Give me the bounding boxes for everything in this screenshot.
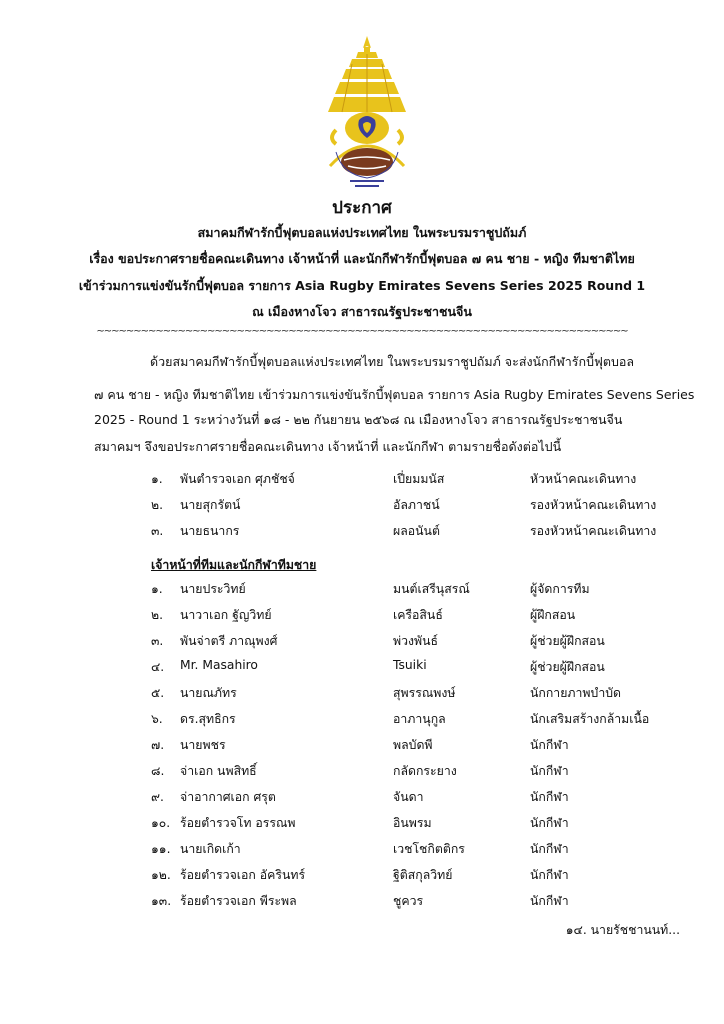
- team-row: [0, 580, 724, 600]
- person-name: พันตำรวจเอก ศุภชัชจ์: [180, 472, 295, 486]
- person-role: นักกีฬา: [530, 816, 569, 830]
- person-name: นายพชร: [180, 738, 226, 752]
- team-row: [0, 684, 724, 704]
- person-role: ผู้ฝึกสอน: [530, 608, 576, 622]
- person-name: นายสุกรัตน์: [180, 498, 241, 512]
- person-name: นายเกิดเก้า: [180, 842, 241, 856]
- person-surname: สุพรรณพงษ์: [393, 686, 456, 700]
- men-team-heading: เจ้าหน้าที่ทีมและนักกีฬาทีมชาย: [151, 558, 317, 572]
- person-surname: เวชโชกิตติกร: [393, 842, 465, 856]
- person-surname: ชูควร: [393, 894, 424, 908]
- person-name: Mr. Masahiro: [180, 658, 258, 672]
- row-number: ๙.: [151, 790, 164, 804]
- person-role: ผู้ช่วยผู้ฝึกสอน: [530, 660, 605, 674]
- person-role: รองหัวหน้าคณะเดินทาง: [530, 498, 657, 512]
- person-role: นักกีฬา: [530, 790, 569, 804]
- team-row: [0, 814, 724, 834]
- person-surname: เปี่ยมมนัส: [393, 472, 445, 486]
- row-number: ๒.: [151, 498, 164, 512]
- person-surname: อินพรม: [393, 816, 432, 830]
- person-name: ดร.สุทธิกร: [180, 712, 236, 726]
- person-surname: อาภานุกูล: [393, 712, 446, 726]
- person-surname: พลบัดพี: [393, 738, 433, 752]
- row-number: ๔.: [151, 660, 165, 674]
- team-row: [0, 658, 724, 678]
- person-name: พันจ่าตรี ภาณุพงศ์: [180, 634, 278, 648]
- page-title: ประกาศ: [332, 198, 392, 218]
- body-paragraph-line: 2025 - Round 1 ระหว่างวันที่ ๑๘ - ๒๒ กันยายน ๒๕๖๘ ณ เมืองหางโจว สาธารณรัฐประชาชนจีน: [94, 412, 623, 427]
- person-role: นักกีฬา: [530, 842, 569, 856]
- divider-line: ~~~~~~~~~~~~~~~~~~~~~~~~~~~~~~~~~~~~~~~~~~~~~~~~~~~~~~~~~~~~~~~~~~~~~~~~: [96, 326, 628, 337]
- team-row: [0, 866, 724, 886]
- person-surname: กลัดกระยาง: [393, 764, 457, 778]
- row-number: ๗.: [151, 738, 165, 752]
- person-name: นายประวิทย์: [180, 582, 246, 596]
- person-surname: พ่วงพันธ์: [393, 634, 439, 648]
- person-name: ร้อยตำรวจเอก อัครินทร์: [180, 868, 306, 882]
- person-role: นักกีฬา: [530, 738, 569, 752]
- person-role: ผู้ช่วยผู้ฝึกสอน: [530, 634, 605, 648]
- person-surname: เครือสินธ์: [393, 608, 443, 622]
- subject-line: เรื่อง ขอประกาศรายชื่อคณะเดินทาง เจ้าหน้าที่ และนักกีฬารักบี้ฟุตบอล ๗ คน ชาย - หญิง ทีมชาติไทย: [89, 251, 635, 266]
- team-row: [0, 606, 724, 626]
- person-role: ผู้จัดการทีม: [530, 582, 590, 596]
- association-name: สมาคมกีฬารักบี้ฟุตบอลแห่งประเทศไทย ในพระบรมราชูปถัมภ์: [197, 225, 527, 240]
- association-emblem-icon: [322, 34, 412, 192]
- person-name: ร้อยตำรวจโท อรรณพ: [180, 816, 296, 830]
- body-paragraph-line: ด้วยสมาคมกีฬารักบี้ฟุตบอลแห่งประเทศไทย ในพระบรมราชูปถัมภ์ จะส่งนักกีฬารักบี้ฟุตบอล: [150, 354, 635, 369]
- team-row: [0, 762, 724, 782]
- row-number: ๘.: [151, 764, 165, 778]
- delegation-row: [0, 470, 724, 490]
- team-row: [0, 840, 724, 860]
- person-name: ร้อยตำรวจเอก พีระพล: [180, 894, 297, 908]
- person-surname: ฐิติสกุลวิทย์: [393, 868, 453, 882]
- row-number: ๓.: [151, 634, 164, 648]
- row-number: ๖.: [151, 712, 163, 726]
- row-number: ๑๐.: [151, 816, 171, 830]
- row-number: ๑๒.: [151, 868, 171, 882]
- delegation-row: [0, 522, 724, 542]
- team-row: [0, 736, 724, 756]
- person-surname: ผลอนันต์: [393, 524, 440, 538]
- row-number: ๒.: [151, 608, 164, 622]
- person-surname: อัลภาชน์: [393, 498, 440, 512]
- person-surname: จันดา: [393, 790, 424, 804]
- person-name: นาวาเอก ฐัญวิทย์: [180, 608, 272, 622]
- person-name: นายธนากร: [180, 524, 240, 538]
- team-row: [0, 710, 724, 730]
- person-role: นักกายภาพบำบัด: [530, 686, 622, 700]
- row-number: ๑.: [151, 582, 163, 596]
- delegation-row: [0, 496, 724, 516]
- person-surname: มนต์เสรีนุสรณ์: [393, 582, 470, 596]
- row-number: ๑๓.: [151, 894, 172, 908]
- row-number: ๓.: [151, 524, 164, 538]
- row-number: ๑.: [151, 472, 163, 486]
- person-role: นักกีฬา: [530, 868, 569, 882]
- body-paragraph-line: ๗ คน ชาย - หญิง ทีมชาติไทย เข้าร่วมการแข่งขันรักบี้ฟุตบอล รายการ Asia Rugby Emirates Sevens Series: [94, 387, 695, 402]
- body-paragraph-line: สมาคมฯ จึงขอประกาศรายชื่อคณะเดินทาง เจ้าหน้าที่ และนักกีฬา ตามรายชื่อดังต่อไปนี้: [94, 439, 562, 454]
- location-line: ณ เมืองหางโจว สาธารณรัฐประชาชนจีน: [252, 304, 472, 319]
- person-role: รองหัวหน้าคณะเดินทาง: [530, 524, 657, 538]
- person-surname: Tsuiki: [393, 658, 427, 672]
- team-row: [0, 788, 724, 808]
- person-name: นายณภัทร: [180, 686, 237, 700]
- person-name: จ่าเอก นพสิทธิ์: [180, 764, 257, 778]
- continuation-note: ๑๔. นายรัชชานนท์...: [565, 923, 680, 937]
- person-name: จ่าอากาศเอก ศรุต: [180, 790, 276, 804]
- person-role: นักกีฬา: [530, 764, 569, 778]
- person-role: นักเสริมสร้างกล้ามเนื้อ: [530, 712, 650, 726]
- person-role: หัวหน้าคณะเดินทาง: [530, 472, 637, 486]
- person-role: นักกีฬา: [530, 894, 569, 908]
- event-line: เข้าร่วมการแข่งขันรักบี้ฟุตบอล รายการ Asia Rugby Emirates Sevens Series 2025 Round 1: [78, 278, 646, 293]
- row-number: ๑๑.: [151, 842, 171, 856]
- team-row: [0, 632, 724, 652]
- team-row: [0, 892, 724, 912]
- row-number: ๕.: [151, 686, 165, 700]
